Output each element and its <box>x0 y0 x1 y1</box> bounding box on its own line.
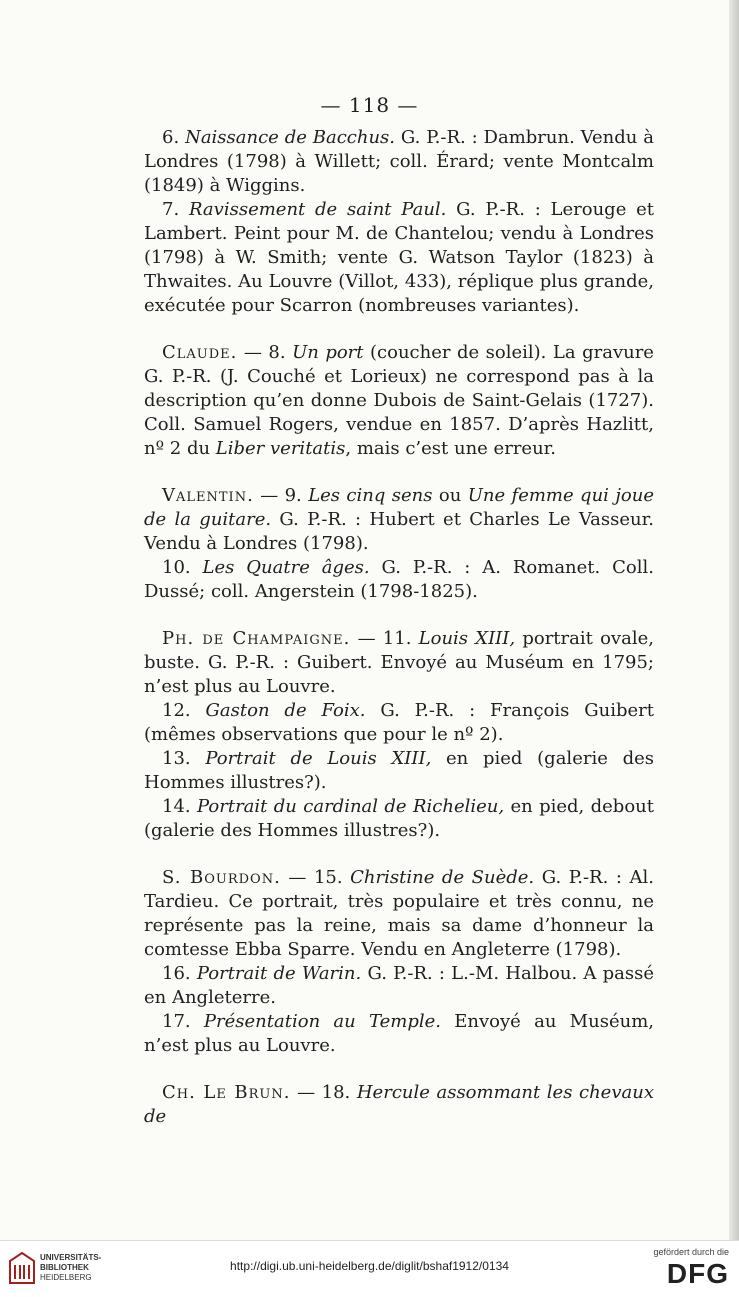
library-name-line3: HEIDELBERG <box>40 1273 92 1282</box>
entry-12: 12. Gaston de Foix. G. P.-R. : François Guibert (mêmes observations que pour le nº 2). <box>144 700 654 745</box>
entry-17: 17. Présentation au Temple. Envoyé au Muséum, n’est plus au Louvre. <box>144 1011 654 1056</box>
funding-label: gefördert durch die <box>653 1247 729 1257</box>
entry-9-valentin: Valentin. — 9. Les cinq sens ou Une femme qui joue de la guitare. G. P.-R. : Hubert et Charles Le Vasseur. Vendu à Londres (1798). <box>144 485 654 554</box>
permalink-url[interactable]: http://digi.ub.uni-heidelberg.de/diglit/bshaf1912/0134 <box>230 1259 509 1273</box>
entry-16: 16. Portrait de Warin. G. P.-R. : L.-M. Halbou. A passé en Angleterre. <box>144 963 654 1008</box>
page-number: — 118 — <box>320 93 419 117</box>
entry-11-champaigne: Ph. de Champaigne. — 11. Louis XIII, portrait ovale, buste. G. P.-R. : Guibert. Envoyé au Muséum en 1795; n’est plus au Louvre. <box>144 628 654 697</box>
entry-18-le-brun: Ch. Le Brun. — 18. Hercule assommant les chevaux de <box>144 1082 654 1127</box>
entry-6: 6. Naissance de Bacchus. G. P.-R. : Dambrun. Vendu à Londres (1798) à Willett; coll. Érard; vente Montcalm (1849) à Wiggins. <box>144 127 654 196</box>
entry-7: 7. Ravissement de saint Paul. G. P.-R. : Lerouge et Lambert. Peint pour M. de Chantelou; vendu à Londres (1798) à W. Smith; vente G. Watson Taylor (1823) à Thwaites. Au Louvre (Villot, 433), réplique plus grande, exécutée pour Scarron (nombreuses variantes). <box>144 199 655 316</box>
page-body <box>144 126 654 1129</box>
entry-13: 13. Portrait de Louis XIII, en pied (galerie des Hommes illustres?). <box>144 748 654 793</box>
entry-10: 10. Les Quatre âges. G. P.-R. : A. Romanet. Coll. Dussé; coll. Angerstein (1798-1825). <box>144 557 654 602</box>
entry-8-claude: Claude. — 8. Un port (coucher de soleil). La gravure G. P.-R. (J. Couché et Lorieux) ne correspond pas à la description qu’en donne Dubois de Saint-Gelais (1727). Coll. Samuel Rogers, vendue en 1857. D’après Hazlitt, nº 2 du Liber veritatis, mais c’est une erreur. <box>144 342 654 459</box>
library-name-line2: BIBLIOTHEK <box>40 1263 89 1272</box>
dfg-logo: DFG <box>666 1258 729 1289</box>
library-name-line1: UNIVERSITÄTS- <box>40 1253 102 1262</box>
page-edge <box>729 0 739 1240</box>
viewer-footer <box>0 1240 739 1297</box>
entry-14: 14. Portrait du cardinal de Richelieu, en pied, debout (galerie des Hommes illustres?). <box>144 796 654 841</box>
entry-15-bourdon: S. Bourdon. — 15. Christine de Suède. G. P.-R. : Al. Tardieu. Ce portrait, très populaire et très connu, ne représente pas la reine, mais sa dame d’honneur la comtesse Ebba Sparre. Vendu en Angleterre (1798). <box>144 867 654 960</box>
